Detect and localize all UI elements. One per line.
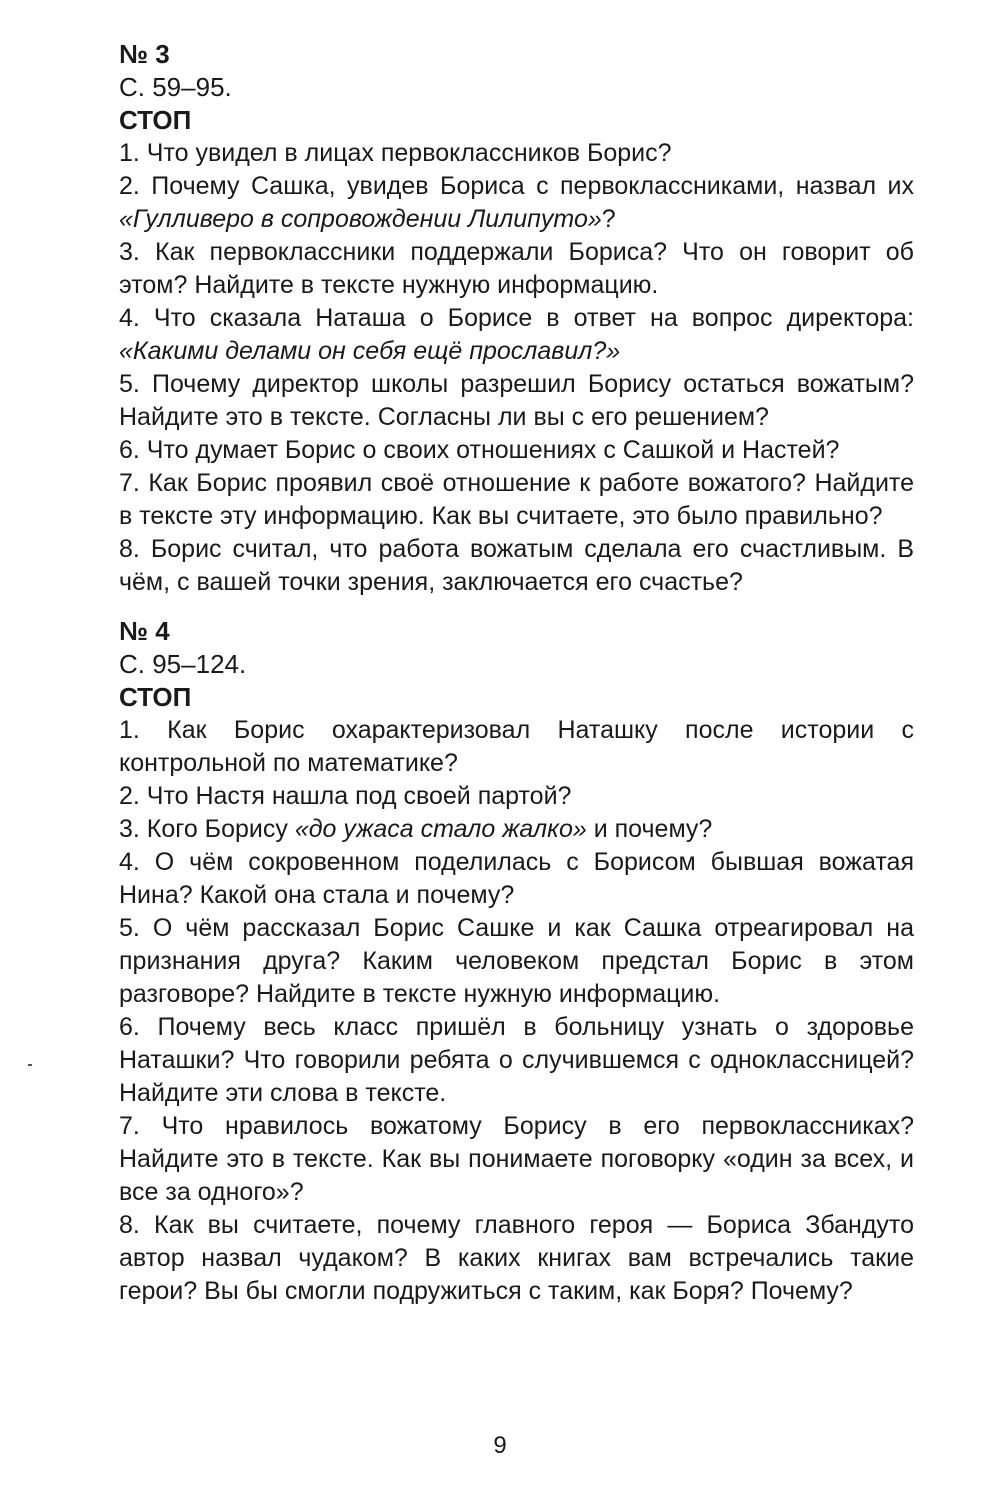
section-4 bbox=[119, 615, 914, 1308]
question-6: 6. Что думает Борис о своих отношениях с Сашкой и Настей? bbox=[119, 436, 840, 464]
question-8: 8. Борис считал, что работа вожатым сделала его счастливым. В чём, с вашей точки зрения, заключается его счастье? bbox=[119, 535, 914, 596]
question-3: 3. Как первоклассники поддержали Бориса? Что он говорит об этом? Найдите в тексте нужную информацию. bbox=[119, 238, 914, 299]
question-6: 6. Почему весь класс пришёл в больницу узнать о здоровье Наташки? Что говорили ребята о случившемся с одноклассницей? Найдите эти слова в тексте. bbox=[119, 1013, 914, 1107]
question-1: 1. Как Борис охарактеризовал Наташку после истории с контрольной по математике? bbox=[119, 716, 914, 777]
page-number: 9 bbox=[493, 1432, 507, 1459]
page-range: С. 59–95. bbox=[119, 72, 232, 102]
question-4: 4. О чём сокровенном поделилась с Борисом бывшая вожатая Нина? Какой она стала и почему? bbox=[119, 848, 914, 909]
section-number: № 4 bbox=[119, 616, 170, 646]
question-4: 4. Что сказала Наташа о Борисе в ответ на вопрос директора: «Какими делами он себя ещё прославил?» bbox=[119, 304, 914, 365]
margin-mark bbox=[28, 1064, 32, 1066]
question-5: 5. О чём рассказал Борис Сашке и как Сашка отреагировал на признания друга? Каким человеком предстал Борис в этом разговоре? Найдите в тексте нужную информацию. bbox=[119, 914, 914, 1008]
stop-heading: СТОП bbox=[119, 682, 192, 712]
page-range: С. 95–124. bbox=[119, 649, 247, 679]
question-2: 2. Почему Сашка, увидев Бориса с первоклассниками, назвал их «Гулливеро в сопровождении Лилипуто»? bbox=[119, 172, 914, 233]
section-3 bbox=[119, 38, 914, 599]
stop-heading: СТОП bbox=[119, 105, 192, 135]
question-1: 1. Что увидел в лицах первоклассников Борис? bbox=[119, 139, 672, 167]
question-5: 5. Почему директор школы разрешил Борису остаться вожатым? Найдите это в тексте. Согласны ли вы с его решением? bbox=[119, 370, 914, 431]
question-7: 7. Как Борис проявил своё отношение к работе вожатого? Найдите в тексте эту информацию. Как вы считаете, это было правильно? bbox=[119, 469, 914, 530]
question-7: 7. Что нравилось вожатому Борису в его первоклассниках? Найдите это в тексте. Как вы понимаете поговорку «один за всех, и все за одного»? bbox=[119, 1112, 914, 1206]
question-3: 3. Кого Борису «до ужаса стало жалко» и почему? bbox=[119, 815, 713, 843]
content bbox=[119, 38, 914, 1324]
section-number: № 3 bbox=[119, 39, 170, 69]
question-2: 2. Что Настя нашла под своей партой? bbox=[119, 782, 572, 810]
question-8: 8. Как вы считаете, почему главного героя — Бориса Збандуто автор назвал чудаком? В каких книгах вам встречались такие герои? Вы бы смогли подружиться с таким, как Боря? Почему? bbox=[119, 1211, 914, 1305]
